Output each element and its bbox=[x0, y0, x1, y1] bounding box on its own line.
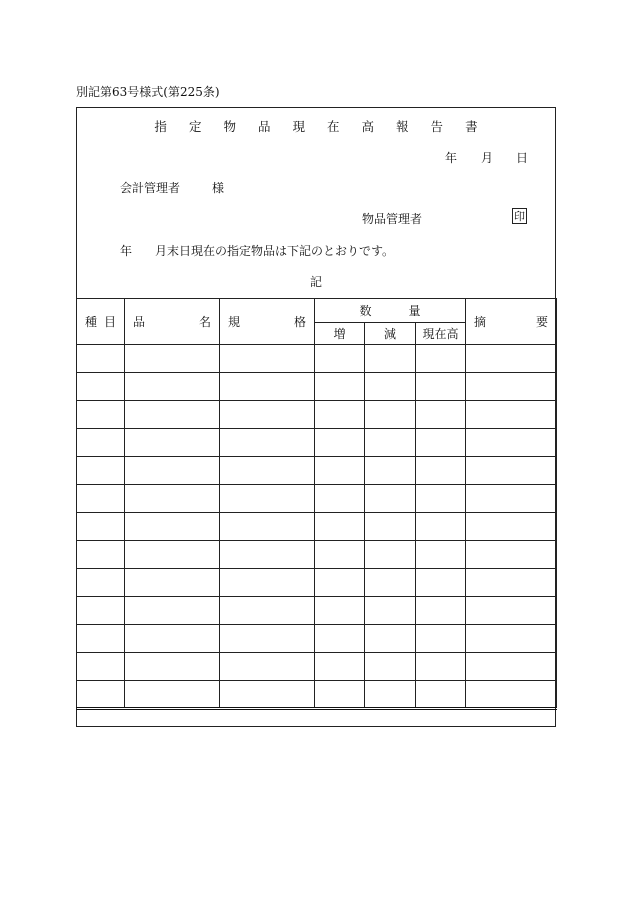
current-cell[interactable] bbox=[416, 485, 466, 513]
increase-cell[interactable] bbox=[315, 485, 365, 513]
remarks-cell[interactable] bbox=[466, 457, 557, 485]
item-name-cell[interactable] bbox=[125, 401, 220, 429]
current-cell[interactable] bbox=[416, 457, 466, 485]
decrease-cell[interactable] bbox=[365, 345, 416, 373]
table-row bbox=[77, 681, 557, 709]
table-row bbox=[77, 569, 557, 597]
spec-cell[interactable] bbox=[220, 485, 315, 513]
table-row bbox=[77, 541, 557, 569]
type-cell[interactable] bbox=[77, 429, 125, 457]
item-name-cell[interactable] bbox=[125, 569, 220, 597]
item-name-cell[interactable] bbox=[125, 653, 220, 681]
item-name-cell[interactable] bbox=[125, 625, 220, 653]
remarks-cell[interactable] bbox=[466, 541, 557, 569]
remarks-cell[interactable] bbox=[466, 345, 557, 373]
increase-cell[interactable] bbox=[315, 597, 365, 625]
spec-cell[interactable] bbox=[220, 513, 315, 541]
spec-cell[interactable] bbox=[220, 653, 315, 681]
spec-cell[interactable] bbox=[220, 429, 315, 457]
header-remarks: 摘 要 bbox=[466, 299, 557, 345]
type-cell[interactable] bbox=[77, 373, 125, 401]
increase-cell[interactable] bbox=[315, 373, 365, 401]
manager-label: 物品管理者 bbox=[362, 212, 423, 226]
title-char: 在 bbox=[327, 119, 351, 134]
spec-cell[interactable] bbox=[220, 345, 315, 373]
statement-body: 月末日現在の指定物品は下記のとおりです。 bbox=[155, 244, 395, 258]
title-char: 報 bbox=[396, 119, 420, 134]
title-char: 高 bbox=[361, 119, 386, 134]
spec-cell[interactable] bbox=[220, 681, 315, 709]
decrease-cell[interactable] bbox=[365, 597, 416, 625]
item-name-cell[interactable] bbox=[125, 429, 220, 457]
date-day-label: 日 bbox=[516, 151, 529, 165]
item-name-cell[interactable] bbox=[125, 681, 220, 709]
decrease-cell[interactable] bbox=[365, 513, 416, 541]
increase-cell[interactable] bbox=[315, 569, 365, 597]
header-type: 種 目 bbox=[77, 299, 125, 345]
spec-cell[interactable] bbox=[220, 625, 315, 653]
decrease-cell[interactable] bbox=[365, 457, 416, 485]
current-cell[interactable] bbox=[416, 401, 466, 429]
current-cell[interactable] bbox=[416, 541, 466, 569]
spec-cell[interactable] bbox=[220, 541, 315, 569]
remarks-cell[interactable] bbox=[466, 681, 557, 709]
increase-cell[interactable] bbox=[315, 681, 365, 709]
title-char: 物 bbox=[223, 119, 247, 134]
spec-cell[interactable] bbox=[220, 401, 315, 429]
table-row bbox=[77, 429, 557, 457]
header-quantity: 数 量 bbox=[315, 299, 466, 323]
decrease-cell[interactable] bbox=[365, 401, 416, 429]
spec-cell[interactable] bbox=[220, 457, 315, 485]
table-row bbox=[77, 457, 557, 485]
item-name-cell[interactable] bbox=[125, 345, 220, 373]
current-cell[interactable] bbox=[416, 597, 466, 625]
current-cell[interactable] bbox=[416, 569, 466, 597]
current-cell[interactable] bbox=[416, 373, 466, 401]
type-cell[interactable] bbox=[77, 485, 125, 513]
decrease-cell[interactable] bbox=[365, 653, 416, 681]
table-row bbox=[77, 625, 557, 653]
type-cell[interactable] bbox=[77, 569, 125, 597]
remarks-cell[interactable] bbox=[466, 373, 557, 401]
remarks-cell[interactable] bbox=[466, 653, 557, 681]
spec-cell[interactable] bbox=[220, 569, 315, 597]
date-month-label: 月 bbox=[481, 151, 494, 165]
addressee-honorific: 様 bbox=[212, 181, 225, 195]
spec-cell[interactable] bbox=[220, 597, 315, 625]
type-cell[interactable] bbox=[77, 513, 125, 541]
spec-cell[interactable] bbox=[220, 373, 315, 401]
item-name-cell[interactable] bbox=[125, 457, 220, 485]
current-cell[interactable] bbox=[416, 429, 466, 457]
title-char: 品 bbox=[257, 119, 282, 134]
item-name-cell[interactable] bbox=[125, 597, 220, 625]
increase-cell[interactable] bbox=[315, 625, 365, 653]
form-caption: 別記第63号様式(第225条) bbox=[76, 85, 220, 99]
table-row bbox=[77, 513, 557, 541]
type-cell[interactable] bbox=[77, 681, 125, 709]
decrease-cell[interactable] bbox=[365, 373, 416, 401]
title-char: 定 bbox=[188, 119, 213, 134]
increase-cell[interactable] bbox=[315, 541, 365, 569]
decrease-cell[interactable] bbox=[365, 569, 416, 597]
item-name-cell[interactable] bbox=[125, 541, 220, 569]
table-header-row bbox=[77, 299, 557, 323]
table-row bbox=[77, 485, 557, 513]
type-cell[interactable] bbox=[77, 597, 125, 625]
increase-cell[interactable] bbox=[315, 653, 365, 681]
table-row bbox=[77, 345, 557, 373]
type-cell[interactable] bbox=[77, 541, 125, 569]
type-cell[interactable] bbox=[77, 625, 125, 653]
increase-cell[interactable] bbox=[315, 457, 365, 485]
remarks-cell[interactable] bbox=[466, 513, 557, 541]
remarks-cell[interactable] bbox=[466, 625, 557, 653]
table-row bbox=[77, 401, 557, 429]
item-name-cell[interactable] bbox=[125, 513, 220, 541]
table-row bbox=[77, 373, 557, 401]
statement-year: 年 bbox=[120, 244, 133, 258]
increase-cell[interactable] bbox=[315, 345, 365, 373]
seal-mark: 印 bbox=[514, 210, 525, 223]
decrease-cell[interactable] bbox=[365, 485, 416, 513]
item-name-cell[interactable] bbox=[125, 485, 220, 513]
title-char: 現 bbox=[292, 119, 316, 134]
remarks-cell[interactable] bbox=[466, 569, 557, 597]
inventory-table bbox=[76, 298, 557, 710]
addressee-label: 会計管理者 bbox=[120, 181, 181, 195]
type-cell[interactable] bbox=[77, 345, 125, 373]
header-current: 現在高 bbox=[416, 323, 466, 345]
remarks-cell[interactable] bbox=[466, 485, 557, 513]
decrease-cell[interactable] bbox=[365, 541, 416, 569]
type-cell[interactable] bbox=[77, 457, 125, 485]
type-cell[interactable] bbox=[77, 401, 125, 429]
ki-heading: 記 bbox=[309, 275, 322, 289]
decrease-cell[interactable] bbox=[365, 429, 416, 457]
header-spec: 規 格 bbox=[220, 299, 315, 345]
remarks-cell[interactable] bbox=[466, 429, 557, 457]
increase-cell[interactable] bbox=[315, 401, 365, 429]
increase-cell[interactable] bbox=[315, 429, 365, 457]
title-char: 告 bbox=[430, 119, 455, 134]
item-name-cell[interactable] bbox=[125, 373, 220, 401]
title-char: 書 bbox=[465, 119, 489, 134]
type-cell[interactable] bbox=[77, 653, 125, 681]
remarks-cell[interactable] bbox=[466, 401, 557, 429]
current-cell[interactable] bbox=[416, 345, 466, 373]
increase-cell[interactable] bbox=[315, 513, 365, 541]
table-row bbox=[77, 597, 557, 625]
header-item-name: 品 名 bbox=[125, 299, 220, 345]
decrease-cell[interactable] bbox=[365, 681, 416, 709]
current-cell[interactable] bbox=[416, 653, 466, 681]
header-increase: 増 bbox=[315, 323, 365, 345]
table-row bbox=[77, 653, 557, 681]
decrease-cell[interactable] bbox=[365, 625, 416, 653]
current-cell[interactable] bbox=[416, 513, 466, 541]
title-char: 指 bbox=[154, 119, 178, 134]
current-cell[interactable] bbox=[416, 625, 466, 653]
form-title bbox=[76, 121, 556, 134]
date-year-label: 年 bbox=[445, 151, 458, 165]
header-decrease: 減 bbox=[365, 323, 416, 345]
current-cell[interactable] bbox=[416, 681, 466, 709]
remarks-cell[interactable] bbox=[466, 597, 557, 625]
